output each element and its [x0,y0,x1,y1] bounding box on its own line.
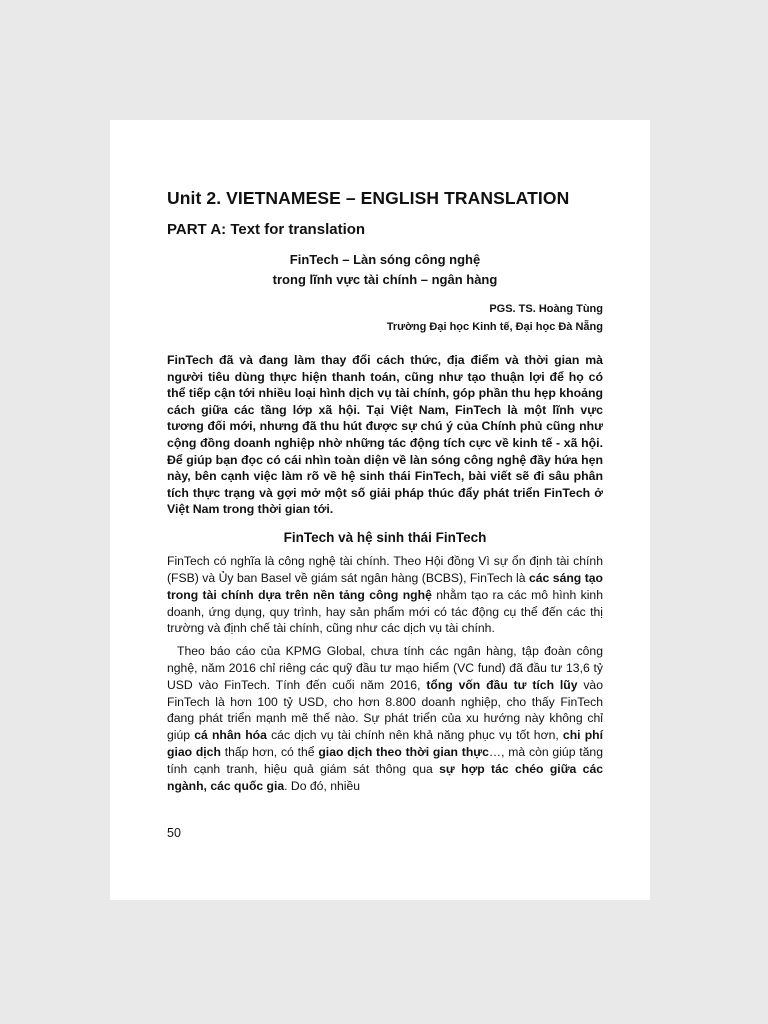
article-title-line1: FinTech – Làn sóng công nghệ [289,252,481,267]
paragraph-text: . Do đó, nhiều [284,778,361,793]
author-name: PGS. TS. Hoàng Tùng [489,303,603,315]
document-body [167,188,603,794]
author-affiliation: Trường Đại học Kinh tế, Đại học Đà Nẵng [386,321,603,333]
bold-phrase: tổng vốn đầu tư tích lũy [426,677,578,692]
paragraph-2 [167,643,603,794]
abstract: FinTech đã và đang làm thay đổi cách thức, địa điểm và thời gian mà người tiêu dùng thực hiện thanh toán, cũng như tạo thuận lợi để họ có thể tiếp cận tới nhiều loại hình dịch vụ tài chính, góp phần thu hẹp khoảng cách giữa các tầng lớp xã hội. Tại Việt Nam, FinTech là một lĩnh vực tương đối mới, nhưng đã thu hút được sự chú ý của Chính phủ cũng như cộng đồng doanh nghiệp nhờ những tác động tích cực về kinh tế - xã hội. Để giúp bạn đọc có cái nhìn toàn diện về làn sóng công nghệ đầy hứa hẹn này, bên cạnh việc làm rõ về hệ sinh thái FinTech, bài viết sẽ đi sâu phân tích thực trạng và gợi mở một số giải pháp thúc đẩy phát triển FinTech ở Việt Nam trong thời gian tới. [167,353,603,517]
paragraph-text: …, mà còn giúp tăng tính cạnh tranh, hiệu quả giám sát thông qua [167,745,603,776]
bold-phrase: sự hợp tác chéo giữa các ngành, các quốc gia [167,761,603,793]
paragraph-text: Theo báo cáo của KPMG Global, chưa tính các ngân hàng, tập đoàn công nghệ, năm 2016 chỉ riêng các quỹ đầu tư mạo hiểm (VC fund) đã đầu tư 13,6 tỷ USD vào FinTech. Tính đến cuối năm 2016, [167,644,603,692]
paragraph-text: FinTech có nghĩa là công nghệ tài chính. Theo Hội đồng Vì sự ổn định tài chính (FSB) và Ủy ban Basel về giám sát ngân hàng (BCBS), FinTech là [167,554,603,586]
bold-phrase: cá nhân hóa [194,728,267,743]
part-title: PART A: Text for translation [167,221,366,238]
article-title [167,250,603,290]
article-title-line2: trong lĩnh vực tài chính – ngân hàng [272,272,498,287]
paragraph-text: các dịch vụ tài chính nên khả năng phục vụ tốt hơn, [266,728,563,743]
paragraph-text: nhằm tạo ra các mô hình kinh doanh, ứng dụng, quy trình, hay sản phẩm mới có tác động cụ thể đến các thị trường và định chế tài chính, cũng như các dịch vụ tài chính. [167,587,603,636]
section-title: FinTech và hệ sinh thái FinTech [283,530,487,546]
unit-title: Unit 2. VIETNAMESE – ENGLISH TRANSLATION [167,188,570,208]
bold-phrase: giao dịch theo thời gian thực [318,745,489,759]
page-number: 50 [167,826,181,840]
author-block [167,300,603,336]
bold-phrase: chi phí giao dịch [167,728,603,759]
paragraph-text: thấp hơn, có thể [220,745,319,759]
bold-phrase: các sáng tạo trong tài chính dựa trên nền tảng công nghệ [167,571,603,602]
paragraph-1 [167,553,603,637]
paragraph-text: vào FinTech là hơn 100 tỷ USD, cho hơn 8.800 doanh nghiệp, cho thấy FinTech đang phát triển mạnh mẽ thế nào. Sự phát triển của xu hướng này không chỉ giúp [167,677,603,743]
